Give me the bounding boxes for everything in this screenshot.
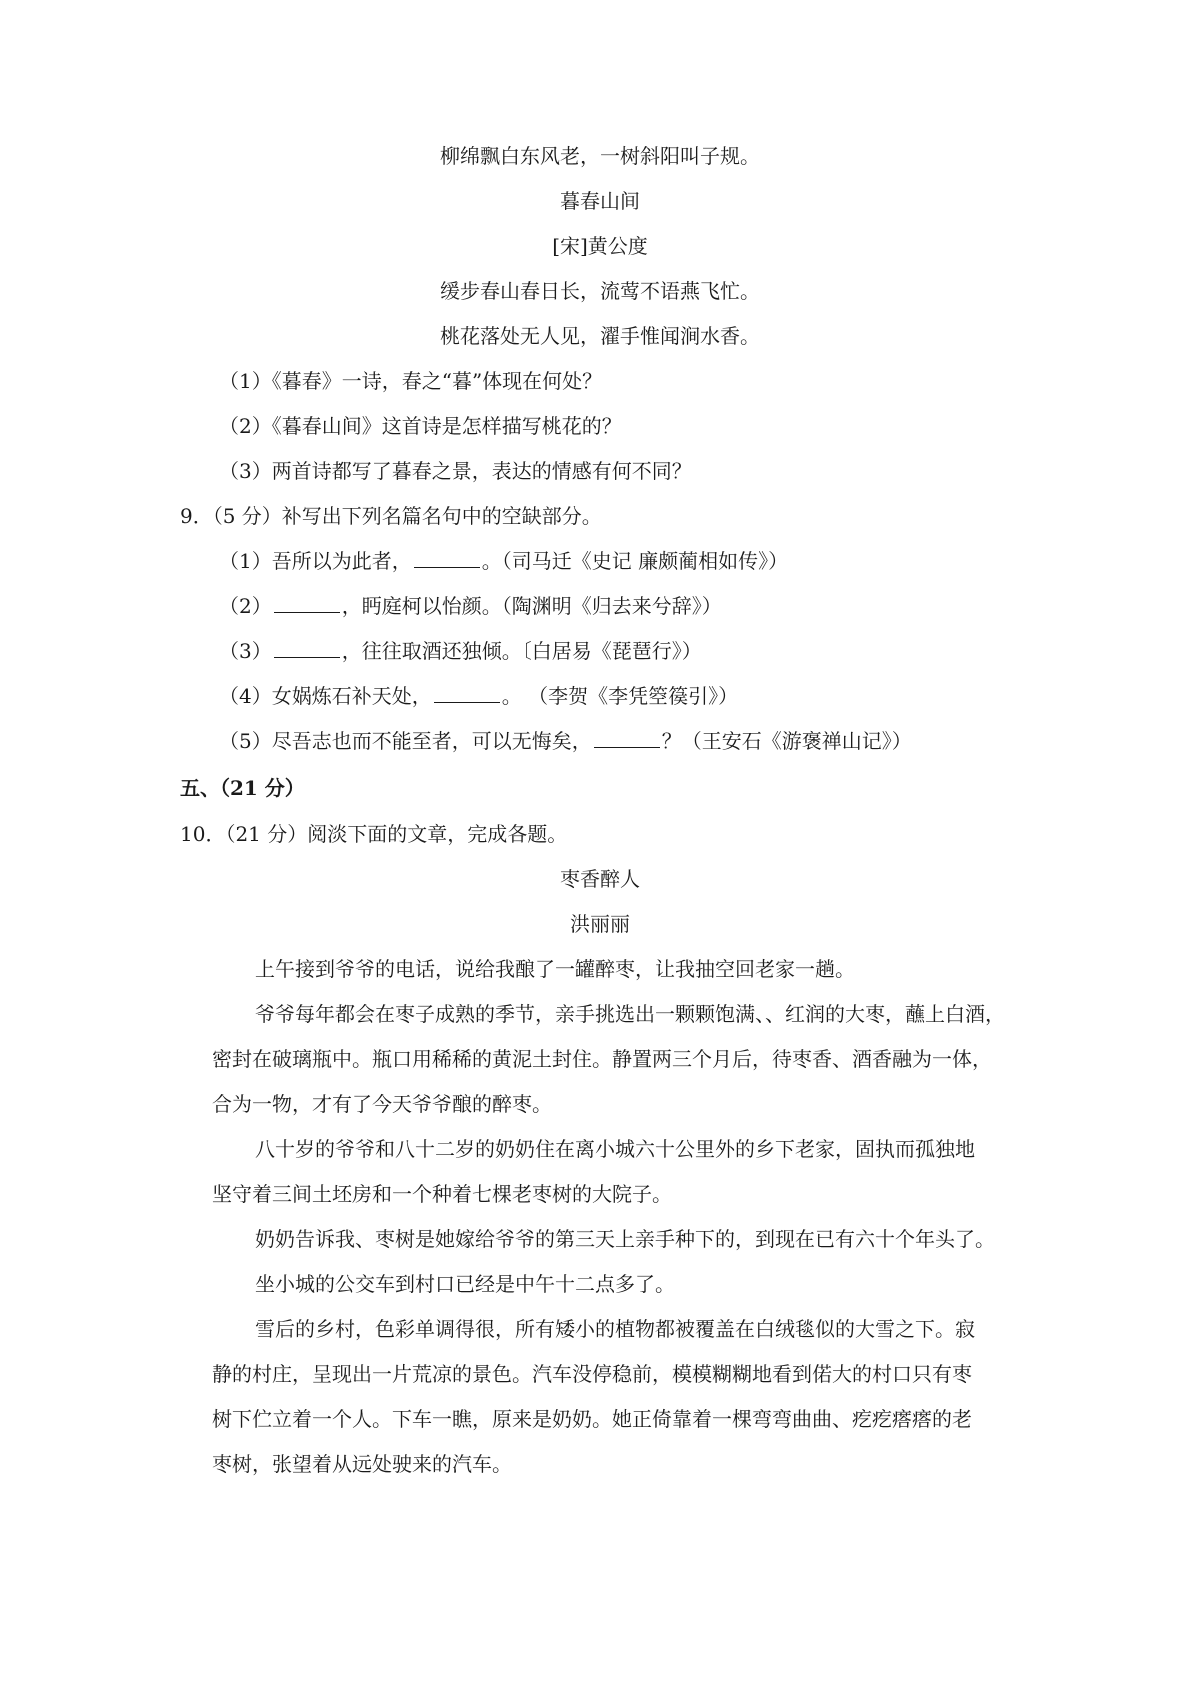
article-paragraph: 上午接到爷爷的电话，说给我酿了一罐醉枣，让我抽空回老家一趟。 (255, 957, 855, 981)
article-author: 洪丽丽 (570, 912, 630, 936)
item-source: ？（王安石《游褒禅山记》） (661, 729, 912, 753)
answer-blank[interactable] (414, 549, 480, 568)
article-paragraph: 坐小城的公交车到村口已经是中午十二点多了。 (255, 1272, 675, 1296)
article-paragraph: 爷爷每年都会在枣子成熟的季节，亲手挑选出一颗颗饱满、、红润的大枣，蘸上白酒， (255, 1002, 1005, 1026)
article-paragraph-cont: 静的村庄，呈现出一片荒凉的景色。汽车没停稳前，模模糊糊地看到偌大的村口只有枣 (212, 1362, 972, 1386)
article-paragraph-cont: 树下伫立着一个人。下车一瞧，原来是奶奶。她正倚靠着一棵弯弯曲曲、疙疙瘩瘩的老 (212, 1407, 972, 1431)
article-paragraph-cont: 枣树，张望着从远处驶来的汽车。 (212, 1452, 512, 1476)
q9-item-1 (219, 546, 788, 576)
section-heading: 五、（21 分） (180, 776, 305, 800)
q10-stem: 10．（21 分）阅淡下面的文章，完成各题。 (180, 822, 568, 846)
article-paragraph-cont: 合为一物，才有了今天爷爷酿的醉枣。 (212, 1092, 552, 1116)
q9-item-4 (219, 681, 738, 711)
answer-blank[interactable] (274, 594, 340, 613)
article-title: 枣香醉人 (560, 867, 640, 891)
poem2-author: [宋]黄公度 (552, 234, 648, 258)
item-text: （1）吾所以为此者， (219, 549, 412, 573)
poem1-last-line: 柳绵飘白东风老，一树斜阳叫子规。 (440, 144, 760, 168)
article-paragraph: 奶奶告诉我、枣树是她嫁给爷爷的第三天上亲手种下的，到现在已有六十个年头了。 (255, 1227, 995, 1251)
poem2-line: 桃花落处无人见，濯手惟闻涧水香。 (440, 324, 760, 348)
item-text: （4）女娲炼石补天处， (219, 684, 432, 708)
item-text: （3） (219, 639, 272, 663)
answer-blank[interactable] (594, 729, 660, 748)
item-source: ，往往取酒还独倾。〔白居易《琵琶行》） (341, 639, 702, 663)
answer-blank[interactable] (274, 639, 340, 658)
q9-item-5 (219, 726, 912, 756)
answer-blank[interactable] (434, 684, 500, 703)
q8-subquestion-2: （2）《暮春山间》这首诗是怎样描写桃花的？ (219, 414, 622, 438)
poem2-line: 缓步春山春日长，流莺不语燕飞忙。 (440, 279, 760, 303)
q9-item-2 (219, 591, 722, 621)
item-text: （5）尽吾志也而不能至者，可以无悔矣， (219, 729, 592, 753)
article-paragraph-cont: 密封在破璃瓶中。瓶口用稀稀的黄泥土封住。静置两三个月后，待枣香、酒香融为一体， (212, 1047, 992, 1071)
item-text: （2） (219, 594, 272, 618)
item-source: ，眄庭柯以怡颜。（陶渊明《归去来兮辞》） (341, 594, 722, 618)
item-source: 。 （李贺《李凭箜篌引》） (501, 684, 739, 708)
q8-subquestion-1: （1）《暮春》一诗，春之“暮”体现在何处？ (219, 369, 603, 393)
q9-item-3 (219, 636, 702, 666)
article-paragraph: 雪后的乡村，色彩单调得很，所有矮小的植物都被覆盖在白绒毯似的大雪之下。寂 (255, 1317, 975, 1341)
item-source: 。（司马迁《史记 廉颇蔺相如传》） (481, 549, 789, 573)
poem2-title: 暮春山间 (560, 189, 640, 213)
q8-subquestion-3: （3）两首诗都写了暮春之景，表达的情感有何不同？ (219, 459, 692, 483)
q9-stem: 9．（5 分）补写出下列名篇名句中的空缺部分。 (180, 504, 602, 528)
article-paragraph-cont: 坚守着三间土坯房和一个种着七棵老枣树的大院子。 (212, 1182, 672, 1206)
article-paragraph: 八十岁的爷爷和八十二岁的奶奶住在离小城六十公里外的乡下老家，固执而孤独地 (255, 1137, 975, 1161)
